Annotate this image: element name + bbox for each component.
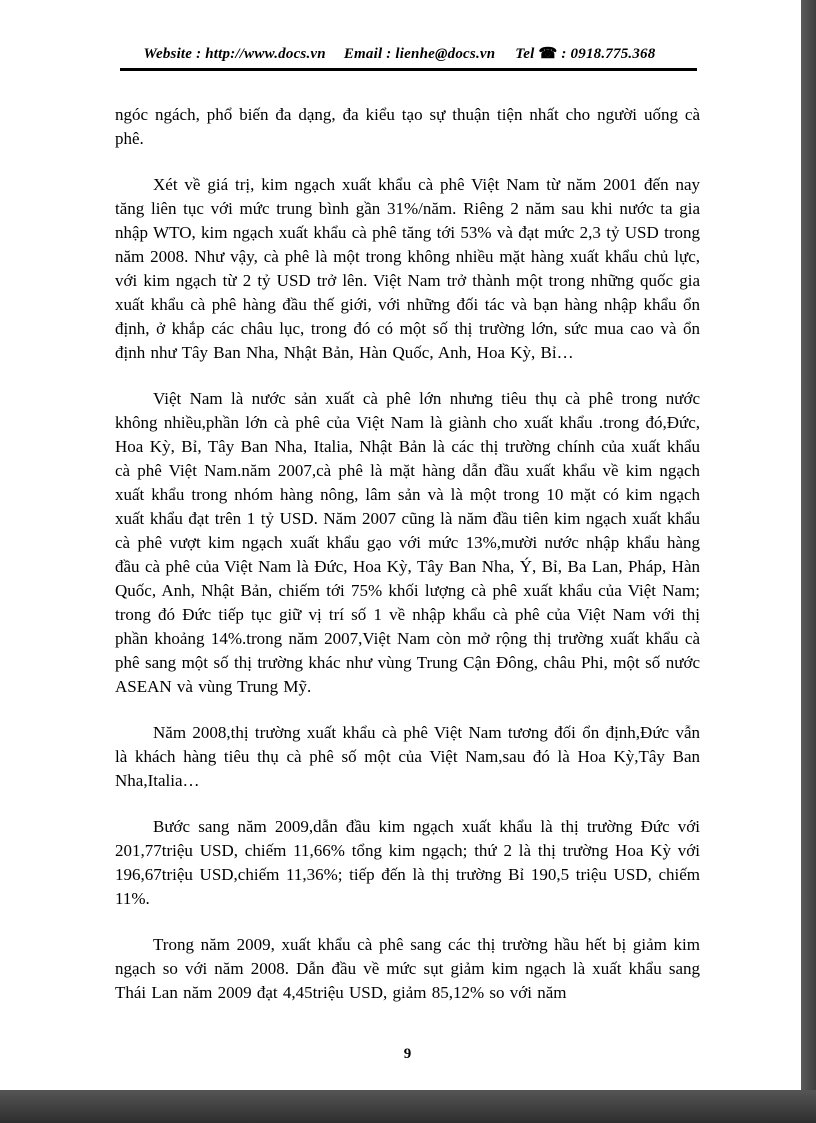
page-edge-right [801,0,816,1123]
paragraph-6: Trong năm 2009, xuất khẩu cà phê sang các thị trường hầu hết bị giảm kim ngạch so với năm 2008. Dẫn đầu về mức sụt giảm kim ngạch là xuất khẩu sang Thái Lan năm 2009 đạt 4,45triệu USD, giảm 85,12% so với năm [115,935,700,1002]
paragraph-1: ngóc ngách, phổ biến đa dạng, đa kiểu tạo sự thuận tiện nhất cho người uống cà phê. [115,105,700,148]
phone-icon: ☎ [538,46,558,62]
header-rule [120,68,697,71]
paragraph-4: Năm 2008,thị trường xuất khẩu cà phê Việt Nam tương đối ổn định,Đức vẫn là khách hàng tiêu thụ cà phê số một của Việt Nam,sau đó là Hoa Kỳ,Tây Ban Nha,Italia… [115,723,700,790]
page-footer [115,1046,700,1063]
header-email: Email : lienhe@docs.vn [343,46,496,62]
page-edge-bottom [0,1090,816,1123]
document-body [0,103,801,1005]
paragraph-5: Bước sang năm 2009,dẫn đầu kim ngạch xuất khẩu là thị trường Đức với 201,77triệu USD, chiếm 11,66% tổng kim ngạch; thứ 2 là thị trường Hoa Kỳ với 196,67triệu USD,chiếm 11,36%; tiếp đến là thị trường Bỉ 190,5 triệu USD, chiếm 11%. [115,817,700,908]
header-tel-number: : 0918.775.368 [561,46,656,62]
paragraph-2: Xét về giá trị, kim ngạch xuất khẩu cà phê Việt Nam từ năm 2001 đến nay tăng liên tục với mức trung bình gần 31%/năm. Riêng 2 năm sau khi nước ta gia nhập WTO, kim ngạch xuất khẩu cà phê tăng tới 53% và đạt mức 2,3 tỷ USD trong năm 2008. Như vậy, cà phê là một trong không nhiều mặt hàng xuất khẩu chủ lực, với kim ngạch từ 2 tỷ USD trở lên. Việt Nam trở thành một trong những quốc gia xuất khẩu cà phê hàng đầu thế giới, với những đối tác và bạn hàng nhập khẩu ổn định, ở khắp các châu lục, trong đó có một số thị trường lớn, sức mua cao và ổn định như Tây Ban Nha, Nhật Bản, Hàn Quốc, Anh, Hoa Kỳ, Bỉ… [115,175,700,362]
page-number: 9 [403,1046,412,1062]
page-header [0,44,801,63]
paragraph-3: Việt Nam là nước sản xuất cà phê lớn nhưng tiêu thụ cà phê trong nước không nhiều,phần lớn cà phê của Việt Nam là giành cho xuất khẩu .trong đó,Đức, Hoa Kỳ, Bỉ, Tây Ban Nha, Italia, Nhật Bản là các thị trường chính của xuất khẩu cà phê Việt Nam.năm 2007,cà phê là mặt hàng dẫn đầu xuất khẩu về kim ngạch xuất khẩu trong nhóm hàng nông, lâm sản và là một trong 10 mặt có kim ngạch xuất khẩu đạt trên 1 tỷ USD. Năm 2007 cũng là năm đầu tiên kim ngạch xuất khẩu cà phê vượt kim ngạch xuất khẩu gạo với mức 13%,mười nước nhập khẩu hàng đầu cà phê của Việt Nam là Đức, Hoa Kỳ, Tây Ban Nha, Ý, Bỉ, Ba Lan, Pháp, Hàn Quốc, Anh, Nhật Bản, chiếm tới 75% khối lượng cà phê xuất khẩu của Việt Nam; trong đó Đức tiếp tục giữ vị trí số 1 về nhập khẩu cà phê của Việt Nam với thị phần khoảng 14%.trong năm 2007,Việt Nam còn mở rộng thị trường xuất khẩu cà phê sang một số thị trường khác như vùng Trung Cận Đông, châu Phi, một số nước ASEAN và vùng Trung Mỹ. [115,389,700,696]
header-website: Website : http://www.docs.vn [143,46,326,62]
header-tel [513,46,657,62]
header-tel-label: Tel [515,46,535,62]
